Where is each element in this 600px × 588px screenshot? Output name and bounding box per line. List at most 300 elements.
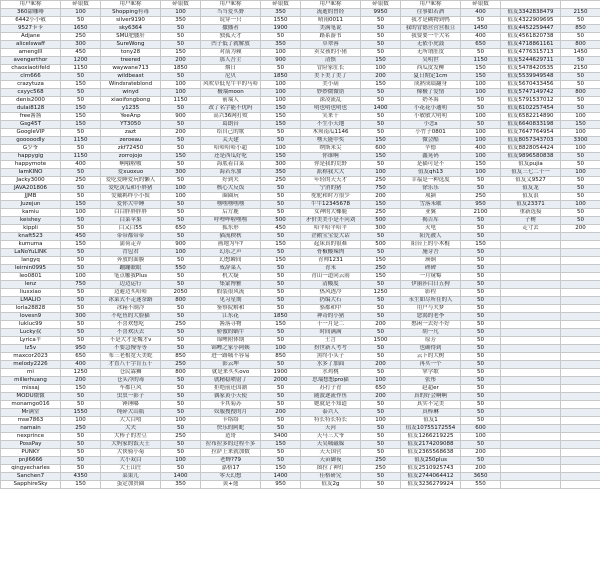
nickname-cell: [501, 257, 561, 265]
nickname-cell: 哈平哈平哈平: [301, 225, 361, 233]
silver-count-cell: 50: [61, 305, 101, 313]
nickname-cell: 嘿嘿嘿嘿嘿: [201, 201, 261, 209]
nickname-cell: 拉布拉多的过程不多: [201, 441, 261, 449]
silver-count-cell: 50: [161, 257, 201, 265]
silver-count-cell: 50: [361, 401, 401, 409]
table-row: [1, 169, 600, 177]
silver-count-cell: 50: [261, 137, 301, 145]
nickname-cell: 真实不完美: [401, 401, 461, 409]
nickname-cell: pnjl6666: [1, 457, 61, 465]
silver-count-cell: 50: [461, 305, 501, 313]
nickname-cell: 扮世新人考考: [301, 345, 361, 353]
silver-count-cell: 50: [561, 177, 600, 185]
nickname-cell: avengerthor: [1, 57, 61, 65]
silver-count-cell: 500: [261, 217, 301, 225]
nickname-cell: 就精稳喷射了: [201, 377, 261, 385]
nickname-cell: 不吃鱼的大脸猫: [101, 313, 161, 321]
column-header: 碎银数: [261, 1, 301, 9]
nickname-cell: 大大白嘻: [101, 417, 161, 425]
nickname-cell: 凹子低了就解放: [201, 41, 261, 49]
silver-count-cell: 3650: [461, 473, 501, 481]
silver-count-cell: 50: [461, 361, 501, 369]
nickname-cell: 爱xuoxuo: [101, 169, 161, 177]
table-row: [1, 57, 600, 65]
nickname-cell: 思端想想pro猫: [301, 377, 361, 385]
silver-count-cell: 150: [361, 153, 401, 161]
nickname-cell: happymote: [1, 161, 61, 169]
silver-count-cell: 100: [261, 81, 301, 89]
silver-count-cell: 750: [61, 281, 101, 289]
nickname-cell: [501, 465, 561, 473]
nickname-cell: 美小葫: [301, 81, 361, 89]
silver-count-cell: 50: [461, 457, 501, 465]
nickname-cell: 我的冒德营营营报豆: [401, 25, 461, 33]
silver-count-cell: [561, 425, 600, 433]
nickname-cell: 大妈家的饭天王: [101, 441, 161, 449]
nickname-cell: 值友10755172554: [401, 425, 461, 433]
silver-count-cell: 600: [361, 145, 401, 153]
silver-count-cell: 50: [461, 225, 501, 233]
nickname-cell: 揭吉库: [401, 217, 461, 225]
silver-count-cell: 100: [61, 273, 101, 281]
silver-count-cell: 600: [461, 425, 501, 433]
silver-count-cell: 200: [561, 225, 600, 233]
silver-count-cell: 50: [261, 193, 301, 201]
column-header: 碎银数: [361, 1, 401, 9]
nickname-cell: 前端人: [201, 97, 261, 105]
silver-count-cell: 150: [261, 321, 301, 329]
column-header: 碎银数: [61, 1, 101, 9]
nickname-cell: 骄傲的蜗牛: [201, 329, 261, 337]
silver-count-cell: 50: [461, 185, 501, 193]
silver-count-cell: 1900: [261, 25, 301, 33]
nickname-cell: 白菜苹果: [101, 217, 161, 225]
silver-count-cell: 50: [61, 89, 101, 97]
silver-count-cell: 50: [461, 329, 501, 337]
nickname-cell: 海若东加: [201, 169, 261, 177]
silver-count-cell: 50: [361, 329, 401, 337]
nickname-cell: 风吹草低见牛羊的马哈: [201, 81, 261, 89]
nickname-cell: 施芽吾: [401, 249, 461, 257]
nickname-cell: [501, 377, 561, 385]
nickname-cell: 您渴的老李: [401, 313, 461, 321]
silver-count-cell: 50: [461, 369, 501, 377]
table-row: [1, 113, 600, 121]
nickname-cell: 原芳: [401, 337, 461, 345]
silver-count-cell: 150: [461, 65, 501, 73]
nickname-cell: [501, 337, 561, 345]
silver-count-cell: 400: [461, 33, 501, 41]
table-row: [1, 473, 600, 481]
column-header: 用户昵称: [201, 1, 261, 9]
nickname-cell: dulai8128: [1, 105, 61, 113]
nickname-cell: 值友浪: [501, 193, 561, 201]
nickname-cell: 烟日: [201, 65, 261, 73]
silver-count-cell: 200: [161, 129, 201, 137]
nickname-cell: 蒲荷走弄: [101, 241, 161, 249]
silver-count-cell: 50: [161, 161, 201, 169]
nickname-cell: 好到夫: [201, 177, 261, 185]
silver-count-cell: 50: [461, 345, 501, 353]
nickname-cell: 值友250plus: [401, 457, 461, 465]
nickname-cell: 水多了加面: [301, 361, 361, 369]
nickname-cell: [501, 409, 561, 417]
silver-count-cell: 50: [561, 17, 600, 25]
silver-count-cell: 2100: [461, 209, 501, 217]
nickname-cell: 拉萨上来就加数: [201, 449, 261, 457]
silver-count-cell: 50: [461, 105, 501, 113]
silver-count-cell: [561, 233, 600, 241]
silver-count-cell: 1200: [61, 57, 101, 65]
nickname-cell: 值友5478420535: [501, 65, 561, 73]
nickname-cell: 白白胖胖胖胖: [101, 209, 161, 217]
table-row: [1, 337, 600, 345]
silver-count-cell: 850: [161, 353, 201, 361]
silver-count-cell: 50: [261, 305, 301, 313]
nickname-cell: 画地为牢?: [201, 241, 261, 249]
silver-count-cell: 100: [161, 417, 201, 425]
nickname-cell: 值友5791537012: [501, 97, 561, 105]
nickname-cell: 深凌流乱: [301, 97, 361, 105]
nickname-cell: 假装很风流: [201, 289, 261, 297]
nickname-cell: 爱吃黄瓜和小胖猪: [101, 185, 161, 193]
table-row: [1, 129, 600, 137]
nickname-cell: LaNoYuLINK: [1, 249, 61, 257]
nickname-cell: 值友义9527: [501, 177, 561, 185]
nickname-cell: 阳光被人: [401, 233, 461, 241]
nickname-cell: 锦鲤之家小阿姨: [201, 345, 261, 353]
silver-count-cell: 50: [461, 273, 501, 281]
nickname-cell: [501, 401, 561, 409]
nickname-cell: 酱落寻物: [201, 321, 261, 329]
table-row: [1, 265, 600, 273]
silver-count-cell: [561, 433, 600, 441]
silver-count-cell: 1450: [461, 25, 501, 33]
silver-count-cell: 50: [361, 473, 401, 481]
nickname-cell: 吴明世: [401, 57, 461, 65]
nickname-cell: 晴雨0011: [301, 17, 361, 25]
nickname-cell: 值友2744064412: [401, 473, 461, 481]
nickname-cell: 造哥: [201, 433, 261, 441]
nickname-cell: melody2226: [1, 361, 61, 369]
nickname-cell: JAVA201806: [1, 185, 61, 193]
silver-count-cell: 50: [261, 281, 301, 289]
nickname-cell: 像极了爱情: [401, 89, 461, 97]
nickname-cell: 起床真的很难: [301, 241, 361, 249]
nickname-cell: 当当爱买野: [201, 9, 261, 17]
silver-count-cell: [561, 241, 600, 249]
nickname-cell: 6442小小敬: [1, 17, 61, 25]
silver-count-cell: 50: [361, 305, 401, 313]
silver-count-cell: 50: [361, 161, 401, 169]
silver-count-cell: 150: [261, 153, 301, 161]
silver-count-cell: 50: [61, 193, 101, 201]
silver-count-cell: 50: [461, 121, 501, 129]
nickname-cell: 零天幻想: [201, 473, 261, 481]
silver-count-cell: 1400: [161, 473, 201, 481]
silver-count-cell: 50: [161, 121, 201, 129]
nickname-cell: 不生小天地: [301, 121, 361, 129]
nickname-cell: 路系游书: [301, 33, 361, 41]
silver-count-cell: [561, 369, 600, 377]
column-header: 用户昵称: [101, 1, 161, 9]
silver-count-cell: 50: [561, 217, 600, 225]
silver-count-cell: 500: [361, 217, 401, 225]
silver-count-cell: 50: [61, 169, 101, 177]
silver-count-cell: 50: [161, 465, 201, 473]
nickname-cell: xiaoifongbong: [101, 97, 161, 105]
nickname-cell: 哈哈哈哈小超: [201, 145, 261, 153]
silver-count-cell: 150: [561, 121, 600, 129]
nickname-cell: 就是来买买ovo: [201, 369, 261, 377]
silver-count-cell: 150: [361, 81, 401, 89]
nickname-cell: 永生如尽所在的人: [401, 297, 461, 305]
silver-count-cell: 2050: [161, 289, 201, 297]
nickname-cell: Jacky3000: [1, 177, 61, 185]
silver-count-cell: [561, 449, 600, 457]
nickname-cell: 值友7647764954: [501, 129, 561, 137]
silver-count-cell: 100: [161, 193, 201, 201]
nickname-cell: 幸福是一种选度: [401, 177, 461, 185]
silver-count-cell: 1850: [161, 65, 201, 73]
table-row: [1, 9, 600, 17]
silver-count-cell: 200: [261, 409, 301, 417]
nickname-cell: 值友6640833198: [501, 121, 561, 129]
table-row: [1, 273, 600, 281]
silver-count-cell: 50: [461, 265, 501, 273]
nickname-cell: 爱吃爱睡爱玩的懒人: [101, 177, 161, 185]
nickname-cell: [501, 313, 561, 321]
nickname-cell: sky6364: [101, 25, 161, 33]
silver-count-cell: 150: [61, 201, 101, 209]
silver-count-cell: 50: [261, 337, 301, 345]
nickname-cell: 青帅1231: [301, 257, 361, 265]
silver-count-cell: 150: [261, 465, 301, 473]
silver-count-cell: 50: [561, 33, 600, 41]
silver-count-cell: 50: [261, 449, 301, 457]
nickname-cell: 大小双白: [101, 457, 161, 465]
nickname-cell: 十一月是二: [301, 321, 361, 329]
nickname-cell: wildbeast: [101, 73, 161, 81]
nickname-cell: 纳斯米尖: [301, 145, 361, 153]
silver-count-cell: 100: [561, 113, 600, 121]
silver-count-cell: 150: [161, 153, 201, 161]
nickname-cell: 子树: [501, 217, 561, 225]
silver-count-cell: 450: [61, 49, 101, 57]
table-row: [1, 449, 600, 457]
table-row: [1, 65, 600, 73]
nickname-cell: 夏日期定1cm: [401, 73, 461, 81]
silver-count-cell: 50: [261, 209, 301, 217]
nickname-cell: 拒绝前还国潮: [201, 385, 261, 393]
silver-count-cell: 250: [161, 433, 201, 441]
nickname-cell: 虫虫一影子: [101, 393, 161, 401]
nickname-cell: [501, 369, 561, 377]
nickname-cell: 骨椒酸辣肉: [301, 249, 361, 257]
nickname-cell: 高兴36网打败: [201, 113, 261, 121]
nickname-cell: Lyrica平: [1, 337, 61, 345]
nickname-cell: 后方鹿: [201, 209, 261, 217]
nickname-cell: 图拉了神灯: [301, 465, 361, 473]
silver-count-cell: 150: [61, 481, 101, 489]
silver-count-cell: 1450: [561, 49, 600, 57]
nickname-cell: 影程: [401, 289, 461, 297]
nickname-cell: crazytuza: [1, 81, 61, 89]
nickname-cell: 大侠骑小菊: [101, 449, 161, 457]
nickname-cell: 骆都和中: [301, 305, 361, 313]
silver-count-cell: 50: [361, 89, 401, 97]
nickname-cell: 黄+逸: [201, 481, 261, 489]
nickname-cell: 鉴察院解和: [201, 305, 261, 313]
silver-count-cell: 200: [461, 465, 501, 473]
silver-count-cell: 800: [161, 297, 201, 305]
nickname-cell: 士言: [301, 337, 361, 345]
nickname-cell: 幻想瞬间: [201, 257, 261, 265]
table-row: [1, 25, 600, 33]
silver-count-cell: 50: [61, 449, 101, 457]
nickname-cell: [501, 393, 561, 401]
nickname-cell: 小敏敏大明明: [401, 113, 461, 121]
nickname-cell: [501, 473, 561, 481]
nickname-cell: langyq: [1, 257, 61, 265]
nickname-cell: [501, 361, 561, 369]
nickname-cell: monamgo016: [1, 401, 61, 409]
table-row: [1, 33, 600, 41]
nickname-cell: 微会酷: [401, 137, 461, 145]
nickname-cell: 值友1: [401, 417, 461, 425]
nickname-cell: 企鹅宝宝爱大话: [301, 233, 361, 241]
silver-count-cell: 100: [461, 129, 501, 137]
silver-count-cell: 50: [461, 289, 501, 297]
table-row: [1, 401, 600, 409]
silver-count-cell: 150: [61, 121, 101, 129]
nickname-cell: 无所谓肚皮: [401, 49, 461, 57]
table-row: [1, 193, 600, 201]
silver-count-cell: 450: [261, 225, 301, 233]
nickname-cell: nexprince: [1, 433, 61, 441]
nickname-cell: millerhuang: [1, 377, 61, 385]
silver-count-cell: 1550: [261, 17, 301, 25]
silver-count-cell: 50: [161, 441, 201, 449]
nickname-cell: 天苗御夜: [301, 457, 361, 465]
silver-count-cell: 50: [361, 481, 401, 489]
nickname-cell: lukluc99: [1, 321, 61, 329]
nickname-cell: Shopping有毒: [101, 9, 161, 17]
nickname-cell: 嘉格17: [201, 465, 261, 473]
silver-count-cell: 50: [361, 409, 401, 417]
silver-count-cell: 50: [561, 193, 600, 201]
nickname-cell: [501, 249, 561, 257]
nickname-cell: zorrojojo: [101, 153, 161, 161]
nickname-cell: cxyyc568: [1, 89, 61, 97]
table-row: [1, 249, 600, 257]
nickname-cell: 值友2510925743: [401, 465, 461, 473]
silver-count-cell: 150: [361, 137, 401, 145]
nickname-cell: 笔点触我Plus: [101, 273, 161, 281]
silver-count-cell: 1400: [261, 473, 301, 481]
silver-count-cell: 3400: [261, 433, 301, 441]
silver-count-cell: 50: [261, 361, 301, 369]
nickname-cell: 雪落未歇: [401, 201, 461, 209]
nickname-cell: 她就是不知道: [301, 401, 361, 409]
silver-count-cell: 100: [61, 417, 101, 425]
silver-count-cell: 50: [461, 233, 501, 241]
nickname-cell: 派称我大大: [301, 169, 361, 177]
nickname-cell: 影云坤: [201, 361, 261, 369]
nickname-cell: Mr满堂: [1, 409, 61, 417]
nickname-cell: zazt: [101, 129, 161, 137]
silver-count-cell: 1650: [61, 25, 101, 33]
silver-count-cell: 1500: [361, 337, 401, 345]
silver-count-cell: 50: [161, 201, 201, 209]
silver-count-cell: 350: [261, 9, 301, 17]
nickname-cell: 爱你大中睡: [101, 201, 161, 209]
nickname-cell: 蛋定加贵圈: [101, 481, 161, 489]
nickname-cell: 仓民霖狮: [101, 369, 161, 377]
silver-count-cell: 650: [361, 385, 401, 393]
silver-count-cell: 300: [361, 225, 401, 233]
silver-count-cell: [561, 313, 600, 321]
nickname-cell: 背包君: [101, 249, 161, 257]
nickname-cell: 带带都带带: [101, 233, 161, 241]
nickname-cell: 小竹子0801: [401, 129, 461, 137]
silver-count-cell: 650: [461, 41, 501, 49]
nickname-cell: 边避边买哈哈: [101, 289, 161, 297]
silver-count-cell: 100: [461, 169, 501, 177]
silver-count-cell: 50: [361, 121, 401, 129]
nickname-cell: 老蝉?79: [201, 457, 261, 465]
nickname-cell: 嘿天能中奖: [301, 137, 361, 145]
silver-count-cell: 150: [61, 113, 101, 121]
nickname-cell: 值友4322909695: [501, 17, 561, 25]
table-row: [1, 305, 600, 313]
nickname-cell: clm666: [1, 73, 61, 81]
nickname-cell: 值友2365568638: [401, 449, 461, 457]
silver-count-cell: 50: [461, 49, 501, 57]
silver-count-cell: 1850: [261, 73, 301, 81]
silver-count-cell: 50: [361, 369, 401, 377]
silver-count-cell: 200: [61, 377, 101, 385]
table-row: [1, 217, 600, 225]
nickname-cell: 我要要一个大名: [401, 33, 461, 41]
silver-count-cell: 150: [361, 57, 401, 65]
silver-count-cell: 400: [61, 361, 101, 369]
table-row: [1, 137, 600, 145]
nickname-cell: 布三老根宽天美蛇: [101, 353, 161, 361]
silver-count-cell: [561, 457, 600, 465]
nickname-cell: 蹦蹦眠眼: [101, 265, 161, 273]
nickname-cell: 用户与夫梦: [401, 305, 461, 313]
silver-count-cell: 250: [61, 425, 101, 433]
table-row: [1, 153, 600, 161]
nickname-cell: 牛牛12345678: [301, 201, 361, 209]
silver-count-cell: [561, 401, 600, 409]
table-row: [1, 161, 600, 169]
nickname-cell: 幻乐之声: [201, 249, 261, 257]
silver-count-cell: 50: [61, 217, 101, 225]
nickname-cell: [501, 289, 561, 297]
silver-count-cell: 100: [461, 81, 501, 89]
silver-count-cell: [561, 329, 600, 337]
nickname-cell: 菜果儿: [101, 473, 161, 481]
nickname-cell: 卡络络: [201, 417, 261, 425]
nickname-cell: gooooodly: [1, 137, 61, 145]
silver-count-cell: 50: [261, 201, 301, 209]
silver-count-cell: 50: [161, 73, 201, 81]
silver-count-cell: 50: [61, 329, 101, 337]
nickname-cell: 葛朗台: [201, 121, 261, 129]
nickname-cell: 鑫晃码: [401, 153, 461, 161]
